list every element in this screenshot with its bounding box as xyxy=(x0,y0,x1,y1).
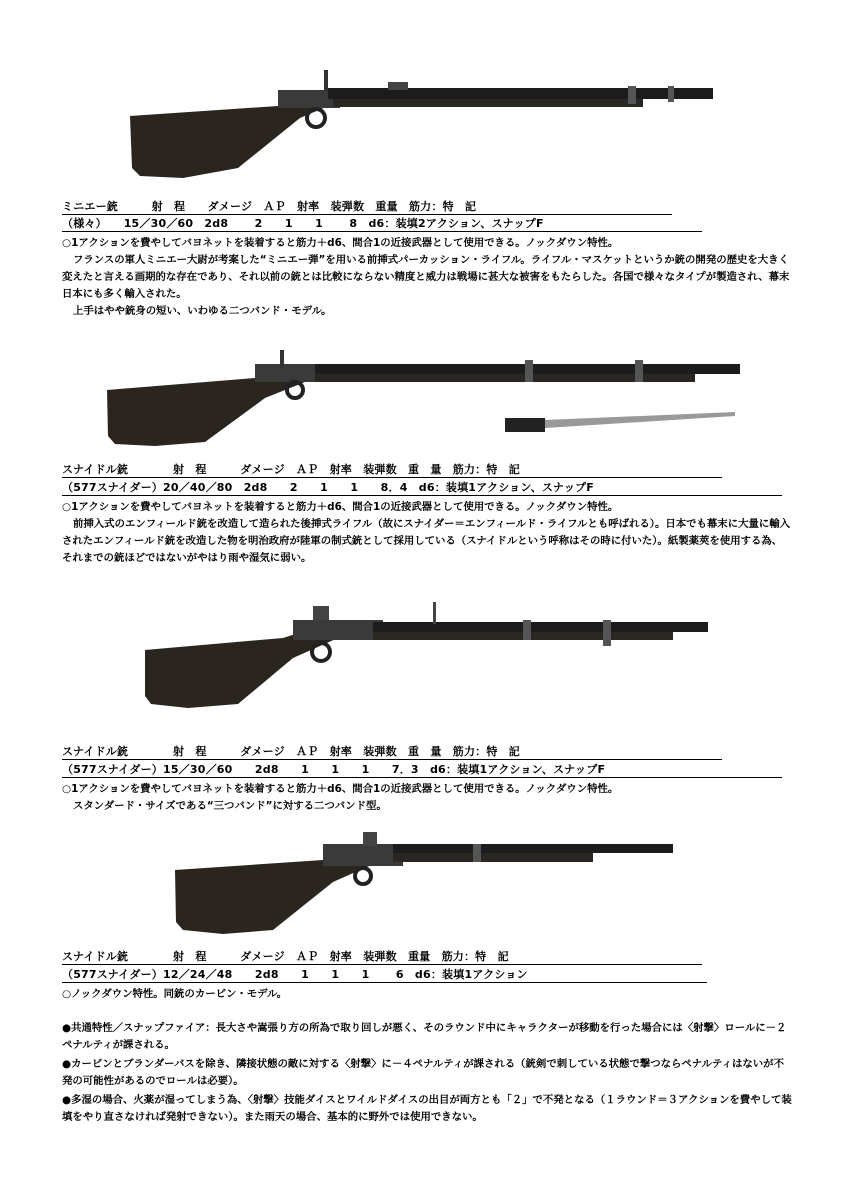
minie-desc-history: フランスの軍人ミニエー大尉が考案した“ミニエー弾”を用いる前挿式パーカッション・ライフル。ライフル・マスケットというか銃の開発の歴史を大きく変えたと言える画期的な存在であり、それ以前の銃とは比較にならない精度と威力は戦場に甚大な被害をもたらした。各国で様々なタイプが製造され、幕末日本にも多く輸入された。 xyxy=(62,254,790,300)
snider2-stat-row: （577スナイダー）15／30／60 2d8 1 1 1 7．3 d6：装填1アクション、スナップF xyxy=(62,763,782,778)
note-humidity: ●多湿の場合、火薬が湿ってしまう為、〈射撃〉技能ダイスとワイルドダイスの出目が両方とも「２」で不発となる（１ラウンド＝３アクションを費やして装填をやり直さなければ発射できない）。また雨天の場合、基本的に野外では使用できない。 xyxy=(62,1094,792,1123)
snider2-description xyxy=(62,781,792,815)
snider1-desc-trait: ○1アクションを費やしてバヨネットを装着すると筋力＋d6、間合1の近接武器として使用できる。ノックダウン特性。 xyxy=(62,501,619,513)
minie-stat-header: ミニエー銃 射 程 ダメージ ＡＰ 射率 装弾数 重量 筋力：特 記 xyxy=(62,200,672,215)
snider2-stat-header: スナイドル銃 射 程 ダメージ ＡＰ 射率 装弾数 重 量 筋力：特 記 xyxy=(62,745,722,760)
note-adjacent-penalty: ●カービンとブランダーバスを除き、隣接状態の敵に対する〈射撃〉に－４ペナルティが課される（銃剣で刺している状態で撃つならペナルティはないが不発の可能性があるのでロールは必要）。 xyxy=(62,1058,784,1087)
carbine-desc-trait: ○ノックダウン特性。同銃のカービン・モデル。 xyxy=(62,988,287,1000)
carbine-stat-header: スナイドル銃 射 程 ダメージ ＡＰ 射率 装弾数 重量 筋力：特 記 xyxy=(62,950,702,965)
carbine-stat-row: （577スナイダー）12／24／48 2d8 1 1 1 6 d6：装填1アクション xyxy=(62,968,707,983)
snider1-description xyxy=(62,499,792,567)
minie-description xyxy=(62,235,792,320)
common-notes xyxy=(62,1020,792,1128)
snider1-stat-row: （577スナイダー）20／40／80 2d8 2 1 1 8．4 d6：装填1アクション、スナップF xyxy=(62,481,782,496)
minie-rifle-image xyxy=(128,68,718,180)
snider-two-band-image xyxy=(143,600,713,710)
snider-rifle-bayonet-image xyxy=(105,350,745,450)
snider1-stat-header: スナイドル銃 射 程 ダメージ ＡＰ 射率 装弾数 重 量 筋力：特 記 xyxy=(62,463,722,478)
snider1-desc-history: 前挿入式のエンフィールド銃を改造して造られた後挿式ライフル（故にスナイダー＝エンフィールド・ライフルとも呼ばれる）。日本でも幕末に大量に輸入されたエンフィールド銃を改造した物を明治政府が陸軍の制式銃として採用している（スナイドルという呼称はその時に付いた）。紙製薬莢を使用する為、それまでの銃ほどではないがやはり雨や湿気に弱い。 xyxy=(62,518,791,564)
snider2-desc-note: スタンダード・サイズである“三つバンド”に対する二つバンド型。 xyxy=(73,800,387,812)
minie-desc-note: 上手はやや銃身の短い、いわゆる二つバンド・モデル。 xyxy=(73,305,332,317)
snider-carbine-image xyxy=(173,832,678,937)
minie-desc-trait: ○1アクションを費やしてバヨネットを装着すると筋力＋d6、間合1の近接武器として使用できる。ノックダウン特性。 xyxy=(62,237,619,249)
note-snap-fire: ●共通特性／スナップファイア：長大さや嵩張り方の所為で取り回しが悪く、そのラウンド中にキャラクターが移動を行った場合には〈射撃〉ロールに－２ペナルティが課される。 xyxy=(62,1022,787,1051)
carbine-description xyxy=(62,986,792,1003)
minie-stat-row: （様々） 15／30／60 2d8 2 1 1 8 d6：装填2アクション、スナップF xyxy=(62,217,702,232)
snider2-desc-trait: ○1アクションを費やしてバヨネットを装着すると筋力＋d6、間合1の近接武器として使用できる。ノックダウン特性。 xyxy=(62,783,619,795)
